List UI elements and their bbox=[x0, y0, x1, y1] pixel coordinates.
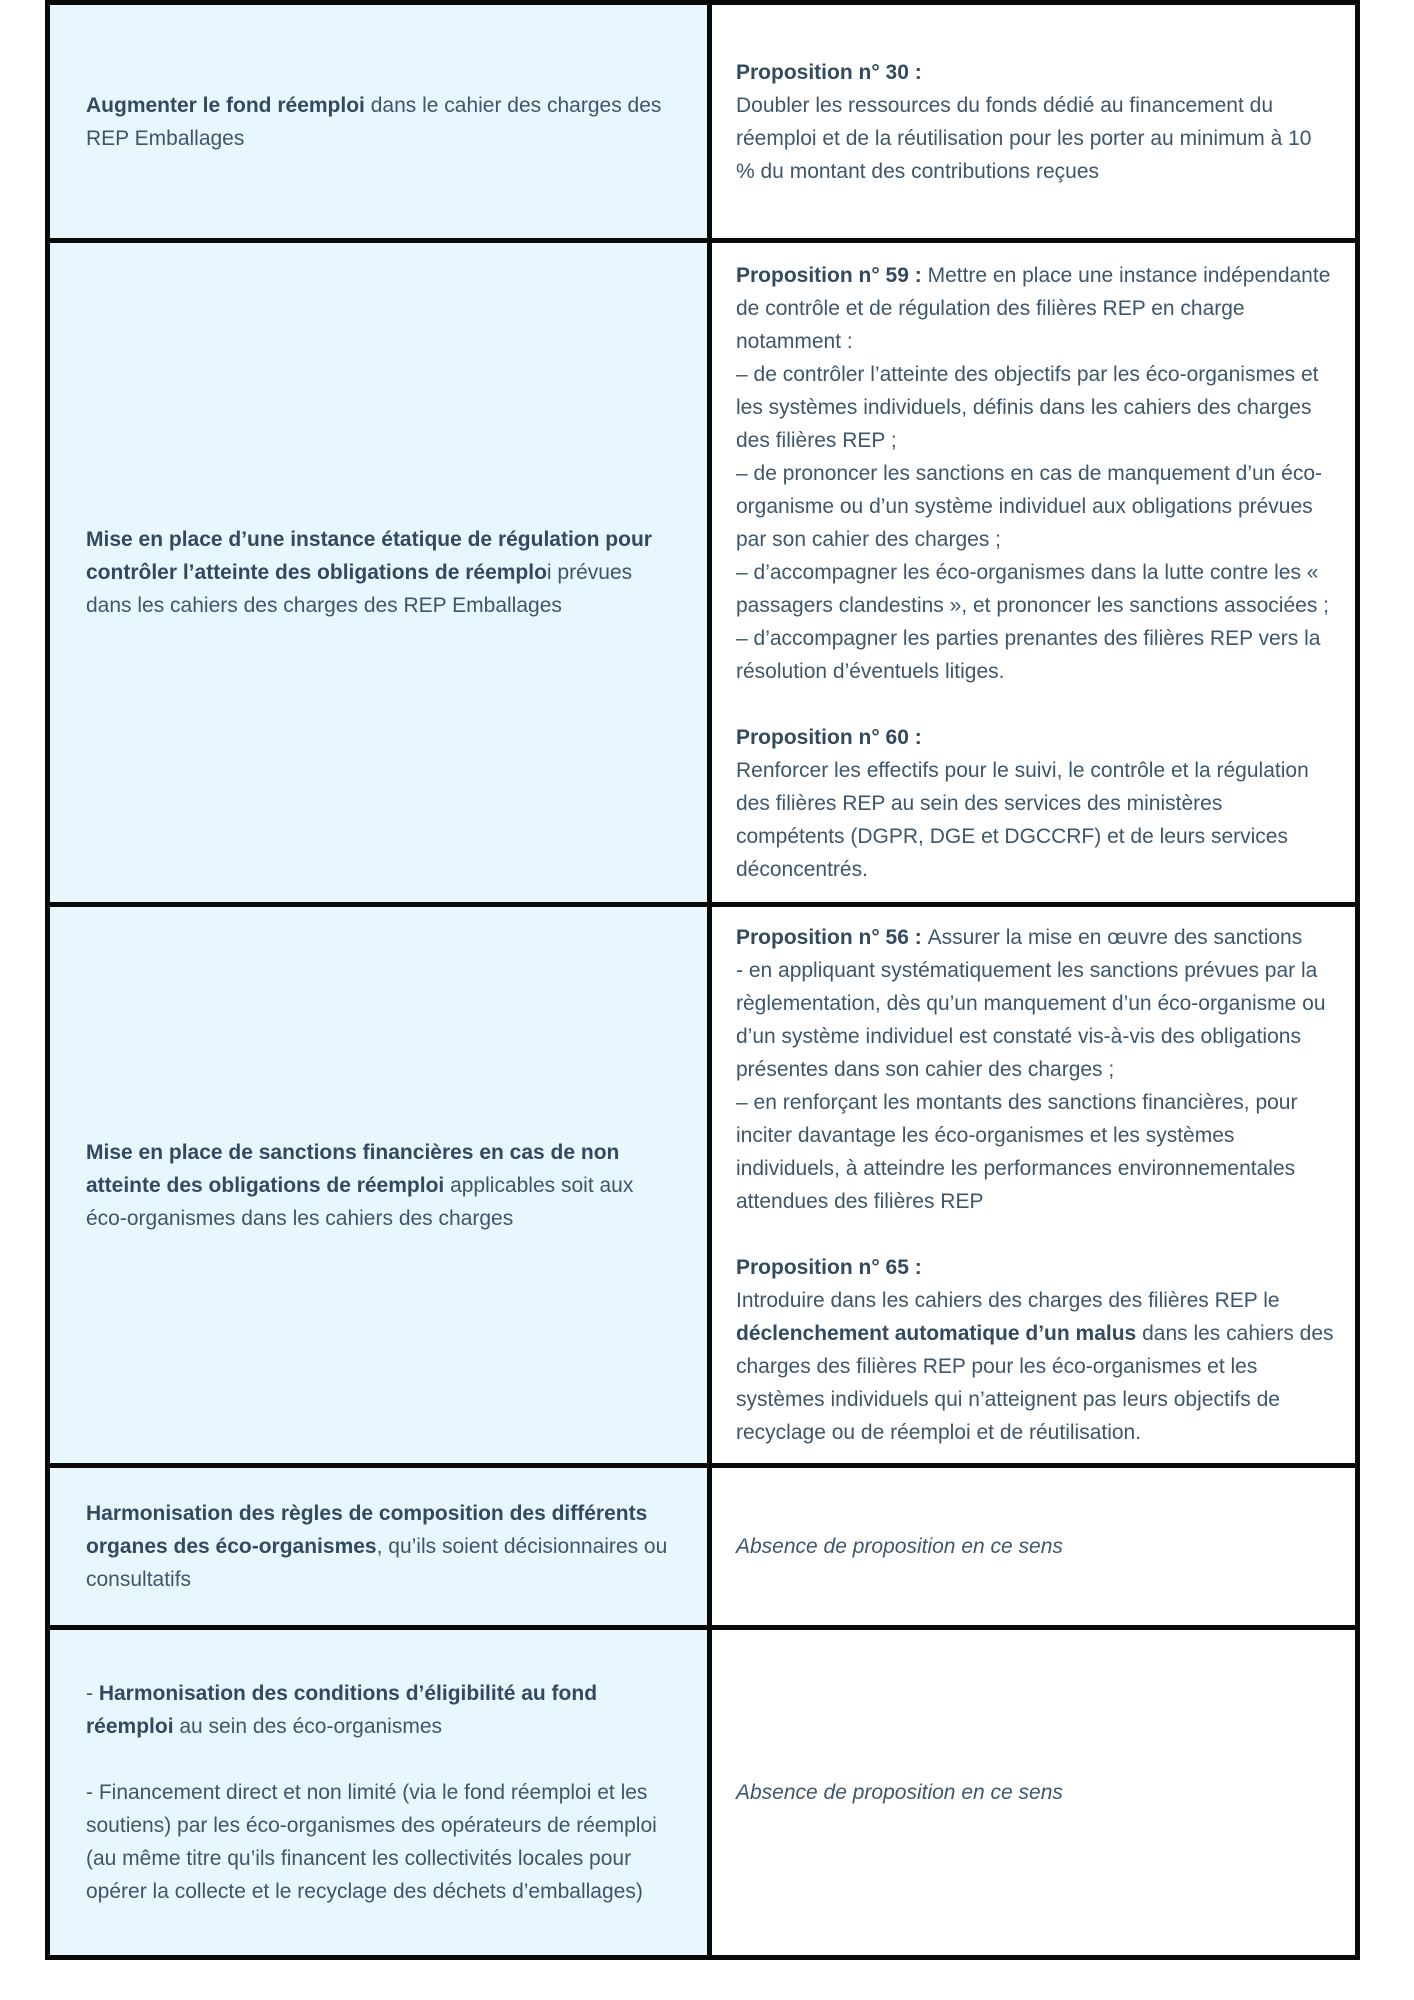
measure-cell bbox=[50, 1468, 712, 1625]
paragraph bbox=[86, 1677, 671, 1743]
text-segment: - en appliquant systématiquement les sanctions prévues par la règlementation, dès qu’un manquement d’un éco-organisme ou d’un système individuel est constaté vis-à-vis des obligations présentes dans son cahier des charges ; bbox=[736, 959, 1326, 1081]
text-segment: Absence de proposition en ce sens bbox=[736, 1535, 1063, 1558]
text-segment: Proposition n° 59 : bbox=[736, 264, 928, 287]
paragraph bbox=[736, 1284, 1335, 1449]
text-segment: Augmenter le fond réemploi bbox=[86, 93, 365, 117]
text-segment: Absence de proposition en ce sens bbox=[736, 1781, 1063, 1804]
text-segment: Harmonisation des règles de composition des différents organes des éco-organismes bbox=[86, 1502, 648, 1558]
measure-cell bbox=[50, 243, 712, 902]
text-segment: – de contrôler l’atteinte des objectifs par les éco-organismes et les systèmes individuels, définis dans les cahiers des charges des filières REP ; bbox=[736, 363, 1319, 452]
text-segment: Proposition n° 30 : bbox=[736, 60, 922, 84]
paragraph bbox=[736, 954, 1335, 1086]
table-row bbox=[50, 1630, 1355, 1960]
measure-cell bbox=[50, 1630, 712, 1955]
paragraph bbox=[736, 1086, 1335, 1218]
measure-cell bbox=[50, 5, 712, 238]
paragraph bbox=[736, 89, 1335, 188]
text-segment: applicables soit aux éco-organismes dans les cahiers des charges bbox=[86, 1173, 634, 1230]
paragraph bbox=[736, 1530, 1335, 1563]
paragraph bbox=[736, 921, 1335, 954]
paragraph bbox=[736, 1251, 1335, 1284]
text-segment: – de prononcer les sanctions en cas de manquement d’un éco-organisme ou d’un système individuel aux obligations prévues par son cahier des charges ; bbox=[736, 462, 1323, 551]
paragraph bbox=[736, 457, 1335, 556]
paragraph bbox=[86, 523, 671, 622]
text-segment: dans les cahiers des charges des filières REP pour les éco-organismes et les systèmes individuels qui n’atteignent pas leurs objectifs de recyclage ou de réemploi et de réutilisation. bbox=[736, 1322, 1334, 1444]
table-row bbox=[50, 907, 1355, 1468]
paragraph-spacer bbox=[736, 1218, 1335, 1251]
text-segment: dans le cahier des charges des REP Emballages bbox=[86, 93, 662, 150]
text-segment: Mettre en place une instance indépendante de contrôle et de régulation des filières REP en charge notamment : bbox=[736, 264, 1331, 353]
text-segment: Harmonisation des conditions d’éligibilité au fond réemploi bbox=[86, 1682, 598, 1738]
paragraph bbox=[86, 1776, 671, 1908]
table-row bbox=[50, 1468, 1355, 1630]
text-segment: Doubler les ressources du fonds dédié au financement du réemploi et de la réutilisation pour les porter au minimum à 10 % du montant des contributions reçues bbox=[736, 93, 1312, 183]
text-segment: i prévues dans les cahiers des charges des REP Emballages bbox=[86, 561, 633, 617]
text-segment: déclenchement automatique d’un malus bbox=[736, 1322, 1137, 1345]
text-segment: Proposition n° 65 : bbox=[736, 1256, 922, 1279]
text-segment: Introduire dans les cahiers des charges des filières REP le bbox=[736, 1289, 1280, 1312]
text-segment: Assurer la mise en œuvre des sanctions bbox=[927, 926, 1303, 949]
paragraph-spacer bbox=[736, 688, 1335, 721]
proposition-cell bbox=[712, 243, 1355, 902]
paragraph bbox=[736, 721, 1335, 754]
paragraph bbox=[736, 556, 1335, 622]
text-segment: Proposition n° 60 : bbox=[736, 726, 922, 749]
text-segment: au sein des éco-organismes bbox=[173, 1715, 443, 1738]
paragraph bbox=[86, 1136, 671, 1235]
paragraph bbox=[736, 1776, 1335, 1809]
text-segment: – d’accompagner les parties prenantes des filières REP vers la résolution d’éventuels litiges. bbox=[736, 627, 1321, 683]
proposition-cell bbox=[712, 5, 1355, 238]
paragraph-spacer bbox=[86, 1743, 671, 1776]
paragraph bbox=[736, 259, 1335, 358]
paragraph bbox=[736, 56, 1335, 89]
text-segment: Mise en place d’une instance étatique de régulation pour contrôler l’atteinte des obligations de réemplo bbox=[86, 528, 652, 584]
measure-cell bbox=[50, 907, 712, 1463]
text-segment: , qu’ils soient décisionnaires ou consultatifs bbox=[86, 1535, 668, 1591]
text-segment: – d’accompagner les éco-organismes dans la lutte contre les « passagers clandestins », et prononcer les sanctions associées ; bbox=[736, 561, 1329, 617]
comparison-table bbox=[45, 0, 1360, 1960]
table-row bbox=[50, 243, 1355, 907]
paragraph bbox=[736, 622, 1335, 688]
proposition-cell bbox=[712, 1630, 1355, 1955]
text-segment: - bbox=[86, 1682, 99, 1705]
paragraph bbox=[736, 358, 1335, 457]
text-segment: - Financement direct et non limité (via le fond réemploi et les soutiens) par les éco-organismes des opérateurs de réemploi (au même titre qu’ils financent les collectivités locales pour opérer la collecte et le recyclage des déchets d’emballages) bbox=[86, 1781, 657, 1903]
text-segment: – en renforçant les montants des sanctions financières, pour inciter davantage les éco-organismes et les systèmes individuels, à atteindre les performances environnementales attendues des filières REP bbox=[736, 1091, 1298, 1213]
proposition-cell bbox=[712, 1468, 1355, 1625]
text-segment: Mise en place de sanctions financières en cas de non atteinte des obligations de réemploi bbox=[86, 1140, 620, 1197]
paragraph bbox=[736, 754, 1335, 886]
table-row bbox=[50, 5, 1355, 243]
paragraph bbox=[86, 89, 671, 155]
text-segment: Proposition n° 56 : bbox=[736, 926, 928, 949]
paragraph bbox=[86, 1497, 671, 1596]
text-segment: Renforcer les effectifs pour le suivi, le contrôle et la régulation des filières REP au sein des services des ministères compétents (DGPR, DGE et DGCCRF) et de leurs services déconcentrés. bbox=[736, 759, 1309, 881]
proposition-cell bbox=[712, 907, 1355, 1463]
